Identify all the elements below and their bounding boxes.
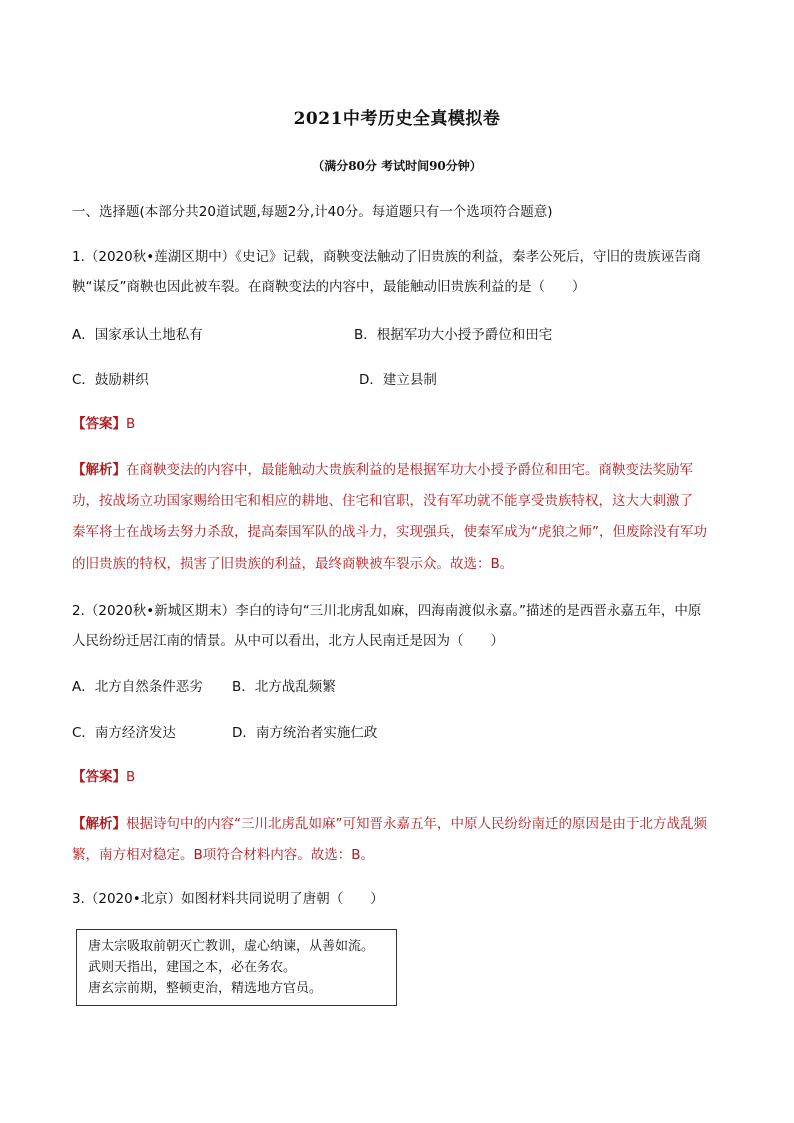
q3-material-line2: 武则天指出，建国之本，必在务农。 (88, 960, 297, 975)
q1-analysis-line1 (72, 461, 693, 479)
q2-answer-value: B (126, 769, 136, 785)
q1-option-b: B．根据军功大小授予爵位和田宅 (354, 327, 553, 343)
q3-material-line1: 唐太宗吸取前朝灭亡教训，虚心纳谏，从善如流。 (88, 939, 375, 954)
q1-analysis-line3: 秦军将士在战场去努力杀敌，提高秦国军队的战斗力，实现强兵，使秦军成为“虎狼之师”，但废除没有军功 (72, 524, 707, 540)
q2-stem-line1: 2.（2020秋•新城区期末）李白的诗句“三川北虏乱如麻，四海南渡似永嘉。”描述的是西晋永嘉五年，中原 (72, 603, 702, 619)
q2-answer (72, 768, 135, 786)
q1-stem-line2: 鞅“谋反”商鞅也因此被车裂。在商鞅变法的内容中，最能触动旧贵族利益的是（ ） (72, 279, 586, 295)
q2-option-d: D．南方统治者实施仁政 (232, 725, 378, 741)
q1-analysis-label: 【解析】 (72, 462, 126, 478)
q2-option-c: C．南方经济发达 (72, 725, 176, 741)
section-heading: 一、选择题(本部分共20道试题,每题2分,计40分。每道题只有一个选项符合题意) (72, 204, 553, 220)
q1-answer (72, 415, 135, 433)
q1-answer-value: B (126, 416, 136, 432)
q3-material-line3: 唐玄宗前期，整顿吏治，精选地方官员。 (88, 981, 323, 996)
page-subtitle: （满分80分 考试时间90分钟） (312, 159, 482, 173)
q3-stem-line1: 3.（2020•北京）如图材料共同说明了唐朝（ ） (72, 891, 384, 907)
q2-analysis-line2: 繁，南方相对稳定。B项符合材料内容。故选：B。 (72, 847, 375, 863)
q2-analysis-label: 【解析】 (72, 816, 126, 832)
q2-option-b: B．北方战乱频繁 (232, 679, 336, 695)
q1-option-d: D．建立县制 (359, 372, 437, 388)
q2-stem-line2: 人民纷纷迁居江南的情景。从中可以看出，北方人民南迁是因为（ ） (72, 633, 504, 649)
q1-analysis-text1: 在商鞅变法的内容中，最能触动大贵族利益的是根据军功大小授予爵位和田宅。商鞅变法奖励军 (126, 462, 693, 478)
q3-material-box (76, 929, 397, 1006)
page-title: 2021中考历史全真模拟卷 (293, 109, 501, 129)
q2-analysis-line1 (72, 815, 707, 833)
q1-stem-line1: 1.（2020秋•莲湖区期中）《史记》记载，商鞅变法触动了旧贵族的利益，秦孝公死后，守旧的贵族诬告商 (72, 249, 701, 265)
q1-answer-label: 【答案】 (72, 416, 126, 432)
q1-analysis-line4: 的旧贵族的特权，损害了旧贵族的利益，最终商鞅被车裂示众。故选：B。 (72, 556, 514, 572)
q2-analysis-text1: 根据诗句中的内容“三川北虏乱如麻”可知晋永嘉五年，中原人民纷纷南迁的原因是由于北方战乱频 (126, 816, 707, 832)
q2-answer-label: 【答案】 (72, 769, 126, 785)
q2-option-a: A．北方自然条件恶劣 (72, 679, 203, 695)
q1-analysis-line2: 功，按战场立功国家赐给田宅和相应的耕地、住宅和官职，没有军功就不能享受贵族特权，这大大刺激了 (72, 493, 693, 509)
q1-option-c: C．鼓励耕织 (72, 372, 149, 388)
q1-option-a: A．国家承认土地私有 (72, 327, 203, 343)
